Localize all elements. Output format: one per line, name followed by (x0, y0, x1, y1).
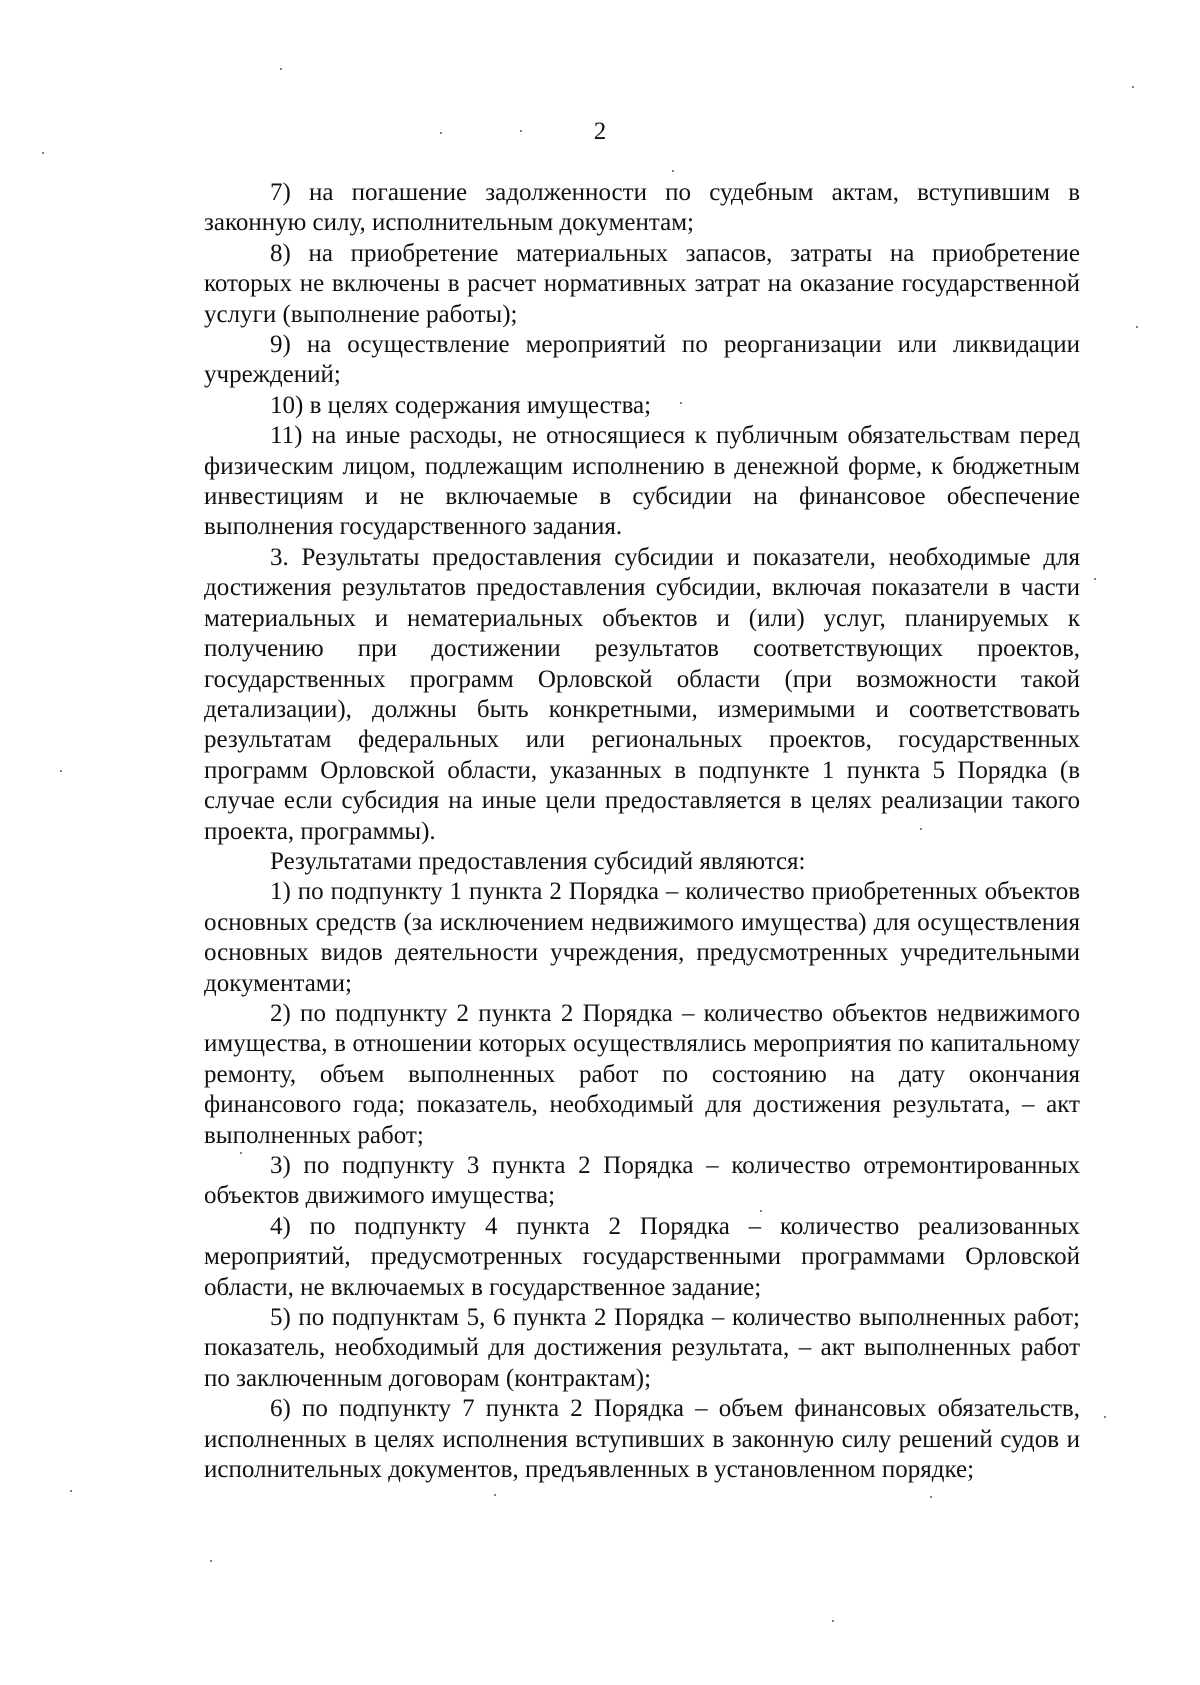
scan-speck (1104, 1416, 1106, 1418)
paragraph-section-3: 3. Результаты предоставления субсидии и показатели, необходимые для достижения результатов предоставления субсидии, включая показатели в части материальных и нематериальных объектов и (или) услуг, планируемых к получению при достижении результатов соответствующих проектов, государственных программ Орловской области (при возможности такой детализации), должны быть конкретными, измеримыми и соответствовать результатам федеральных или региональных проектов, государственных программ Орловской области, указанных в подпункте 1 пункта 5 Порядка (в случае если субсидия на иные цели предоставляется в целях реализации такого проекта, программы). (204, 543, 1080, 845)
scan-speck (1132, 86, 1134, 88)
document-body (204, 178, 1080, 1485)
scan-speck (1094, 578, 1096, 580)
paragraph-result-6: 6) по подпункту 7 пункта 2 Порядка – объем финансовых обязательств, исполненных в целях исполнения вступивших в законную силу решений судов и исполнительных документов, предъявленных в установленном порядке; (204, 1395, 1080, 1484)
scan-speck (60, 770, 62, 772)
paragraph-result-5: 5) по подпунктам 5, 6 пункта 2 Порядка – количество выполненных работ; показатель, необходимый для достижения результата, – акт выполненных работ по заключенным договорам (контрактам); (204, 1304, 1080, 1392)
paragraph-result-3: 3) по подпункту 3 пункта 2 Порядка – количество отремонтированных объектов движимого имущества; (204, 1152, 1080, 1210)
page-number: 2 (593, 118, 607, 145)
scan-speck (280, 68, 282, 70)
paragraph-result-4: 4) по подпункту 4 пункта 2 Порядка – количество реализованных мероприятий, предусмотренных государственными программами Орловской области, не включаемых в государственное задание; (204, 1212, 1080, 1301)
paragraph-result-1: 1) по подпункту 1 пункта 2 Порядка – количество приобретенных объектов основных средств (за исключением недвижимого имущества) для осуществления основных видов деятельности учреждения, предусмотренных учредительными документами; (204, 878, 1080, 997)
scan-speck (494, 1494, 496, 1496)
scan-speck (210, 1560, 212, 1562)
scan-speck (42, 152, 44, 154)
scan-speck (672, 170, 674, 172)
paragraph-result-2: 2) по подпункту 2 пункта 2 Порядка – количество объектов недвижимого имущества, в отношении которых осуществлялись мероприятия по капитальному ремонту, объем выполненных работ по состоянию на дату окончания финансового года; показатель, необходимый для достижения результата, – акт выполненных работ; (204, 999, 1080, 1149)
scan-speck (1136, 326, 1138, 328)
paragraph-results-intro: Результатами предоставления субсидий являются: (270, 847, 806, 875)
paragraph-item-11: 11) на иные расходы, не относящиеся к публичным обязательствам перед физическим лицом, подлежащим исполнению в денежной форме, к бюджетным инвестициям и не включаемые в субсидии на финансовое обеспечение выполнения государственного задания. (204, 422, 1080, 541)
paragraph-item-8: 8) на приобретение материальных запасов, затраты на приобретение которых не включены в расчет нормативных затрат на оказание государственной услуги (выполнение работы); (204, 239, 1080, 328)
paragraph-item-10: 10) в целях содержания имущества; (270, 391, 652, 419)
scan-speck (70, 1490, 72, 1492)
paragraph-item-9: 9) на осуществление мероприятий по реорганизации или ликвидации учреждений; (204, 331, 1080, 389)
scan-speck (832, 1620, 834, 1622)
scan-speck (930, 1496, 932, 1498)
paragraph-item-7: 7) на погашение задолженности по судебным актам, вступившим в законную силу, исполнительным документам; (204, 179, 1080, 237)
